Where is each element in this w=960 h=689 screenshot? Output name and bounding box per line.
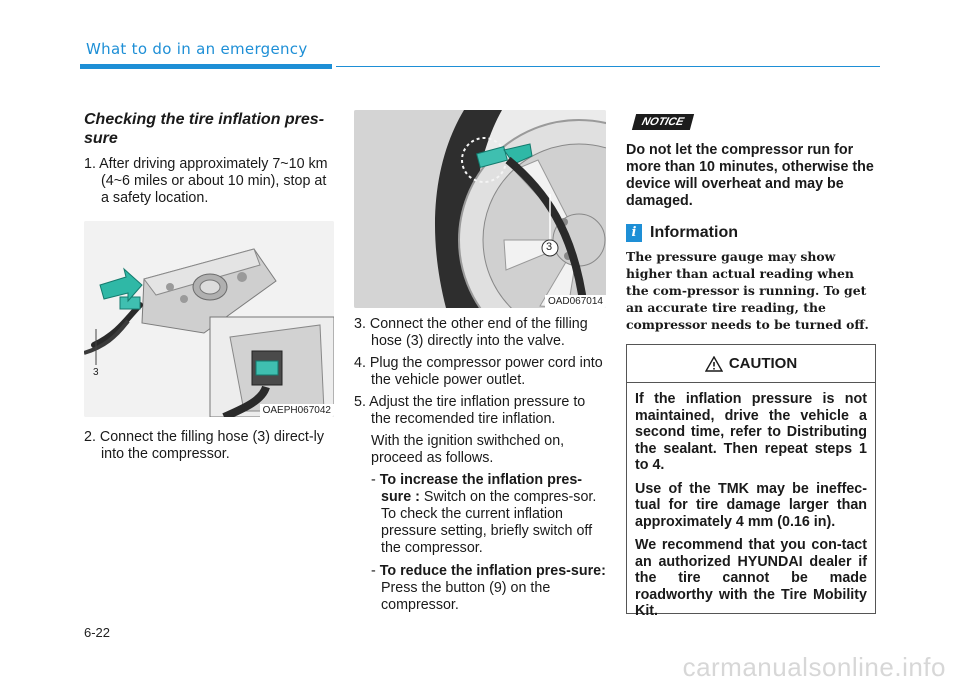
- information-title: Information: [650, 224, 738, 241]
- information-heading: [626, 224, 878, 242]
- section-title: Checking the tire inflation pres-sure: [84, 111, 325, 147]
- caution-box: [626, 344, 876, 619]
- step-4: 4. Plug the compressor power cord into the vehicle power outlet.: [354, 355, 603, 388]
- compressor-illustration: [84, 221, 334, 417]
- column-left: [84, 110, 334, 468]
- header-accent-bar: [80, 64, 332, 69]
- figure-code: OAD067014: [545, 295, 606, 308]
- caution-paragraph-2: Use of the TMK may be ineffec-tual for tire damage larger than approximately 4 mm (0.16 in).: [635, 480, 867, 530]
- caution-body: [627, 383, 875, 620]
- section-header-title: What to do in an emergency: [86, 40, 308, 58]
- warning-triangle-icon: [705, 356, 723, 372]
- column-middle: [354, 110, 606, 620]
- column-right: [626, 110, 878, 333]
- sub-step-increase: - To increase the inflation pres-sure : Switch on the compres-sor. To check the current inflation pressure setting, briefly switch off the compressor.: [371, 472, 597, 556]
- sub-step-reduce-label: To reduce the inflation pres-sure:: [379, 563, 606, 579]
- caution-header: [627, 345, 875, 383]
- figure-code: OAEPH067042: [260, 404, 334, 417]
- tire-valve-illustration: [354, 110, 606, 308]
- step-5-continued: With the ignition swithched on, proceed as follows.: [371, 433, 565, 466]
- step-5: 5. Adjust the tire inflation pressure to the recomended tire inflation.: [354, 394, 586, 427]
- page-number: 6-22: [84, 625, 111, 640]
- caution-paragraph-1: If the inflation pressure is not maintained, drive the vehicle a second time, refer to Distributing the sealant. Then repeat steps 1 to 4.: [635, 391, 867, 473]
- figure-callout-3: 3: [93, 367, 99, 378]
- sub-step-increase-label: To increase the inflation pres-sure :: [379, 472, 583, 505]
- step-2: 2. Connect the filling hose (3) direct-ly into the compressor.: [84, 429, 324, 462]
- notice-badge: NOTICE: [632, 114, 694, 130]
- sub-step-reduce-text: Press the button (9) on the compressor.: [381, 580, 551, 613]
- step-3: 3. Connect the other end of the filling hose (3) directly into the valve.: [354, 316, 588, 349]
- figure-callout-3: 3: [546, 241, 553, 253]
- info-icon: i: [626, 224, 642, 242]
- caution-title: CAUTION: [728, 355, 798, 372]
- tire-valve-figure: [354, 110, 606, 308]
- sub-step-increase-text: Switch on the compres-sor. To check the current inflation pressure setting, briefly switch off the compressor.: [381, 489, 597, 556]
- caution-paragraph-3: We recommend that you con-tact an authorized HYUNDAI dealer if the tire cannot be made roadworthy with the Tire Mobility Kit.: [635, 537, 867, 619]
- notice-text: Do not let the compressor run for more than 10 minutes, otherwise the device will overheat and may be damaged.: [626, 142, 874, 209]
- sub-step-reduce: - To reduce the inflation pres-sure: Press the button (9) on the compressor.: [371, 563, 606, 613]
- information-text: The pressure gauge may show higher than actual reading when the com-pressor is running. To get an accurate tire reading, the compressor needs to be turned off.: [626, 249, 869, 332]
- compressor-hose-figure: [84, 221, 334, 417]
- step-1: 1. After driving approximately 7~10 km (4~6 miles or about 10 min), stop at a safety location.: [84, 156, 328, 206]
- header-divider-line: [336, 66, 880, 67]
- watermark: carmanualsonline.info: [682, 652, 946, 682]
